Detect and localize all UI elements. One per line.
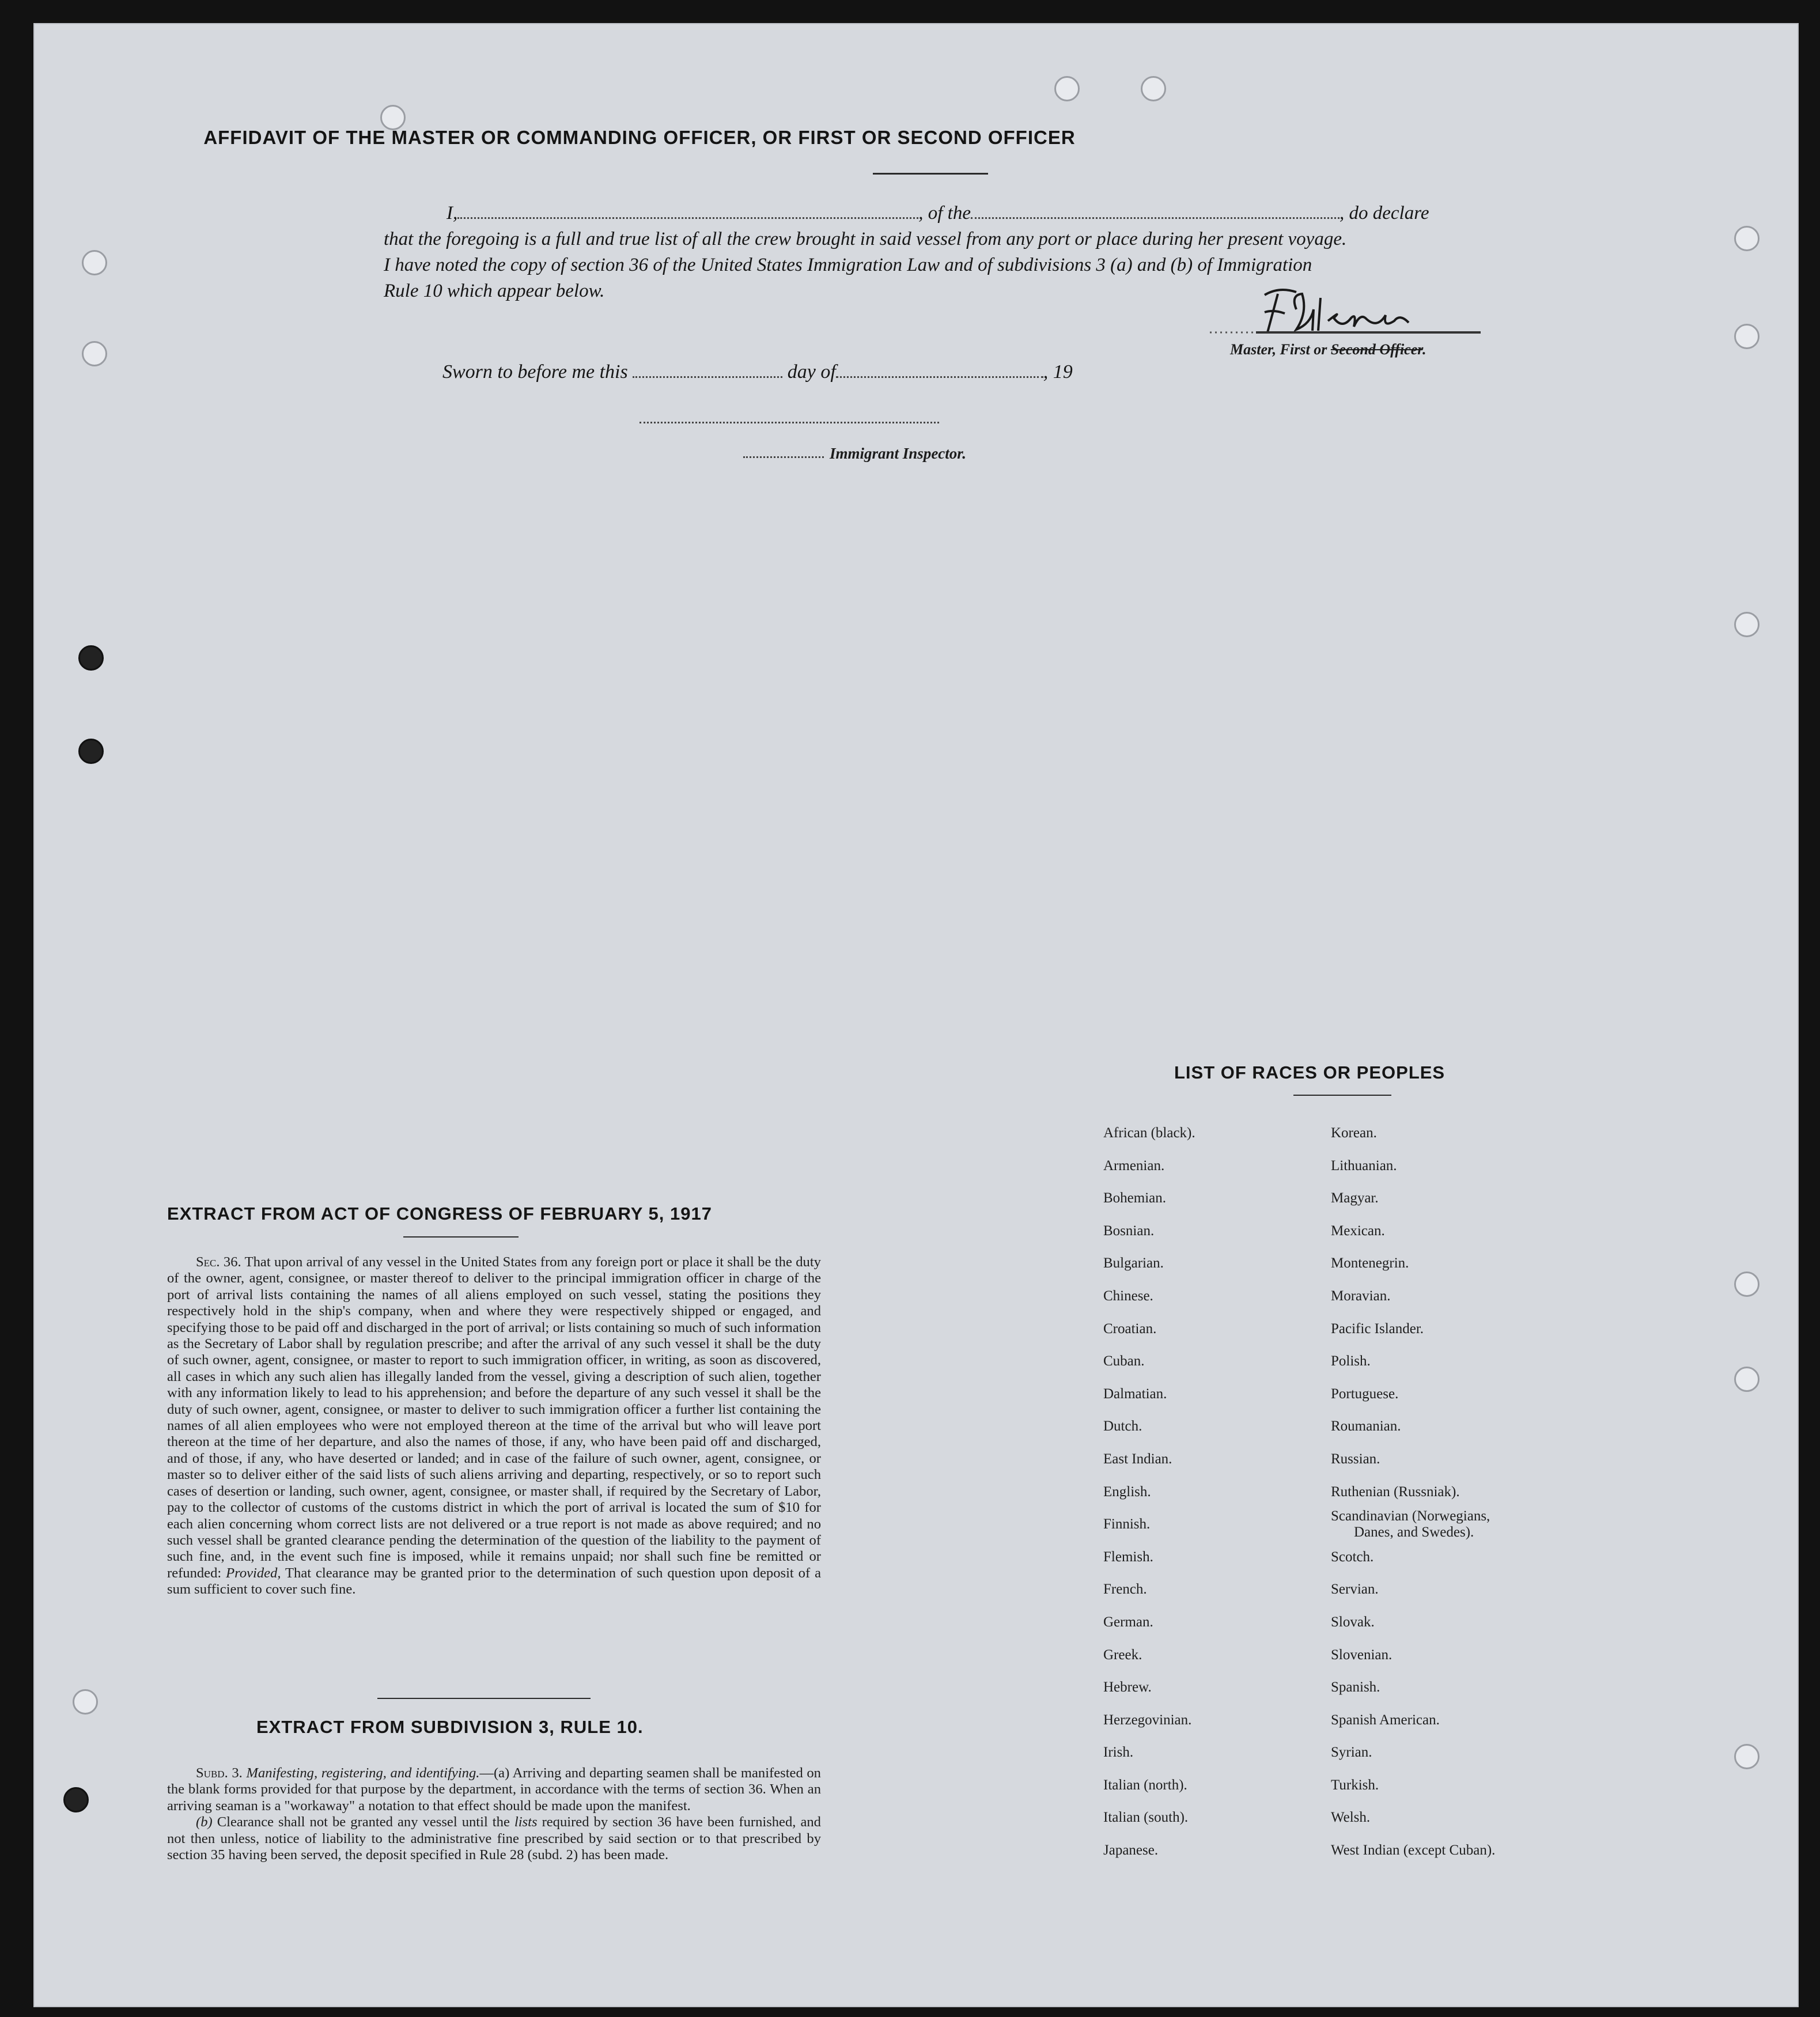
section-36-text xyxy=(167,1254,821,1598)
punch-hole xyxy=(1734,1271,1760,1297)
sworn-month-blank xyxy=(836,376,1043,378)
sworn-label: Sworn to before me this xyxy=(442,361,628,383)
race-item: Italian (south). xyxy=(1103,1810,1189,1826)
punch-hole xyxy=(78,645,104,671)
race-item: Spanish American. xyxy=(1331,1712,1440,1728)
race-item: Turkish. xyxy=(1331,1777,1379,1793)
sec-body: That upon arrival of any vessel in the United States from any foreign port or place it shall be the duty of the owner, agent, consignee, or master thereof to deliver to the principal immigration officer in charge of the port of arrival lists containing the names of all aliens employed on such vessel, stating the positions they respectively hold in the ship's company, when and where they were respectively shipped or engaged, and specifying those to be paid off and discharged in the port of arrival; or lists containing so much of such information as the Secretary of Labor shall by regulation prescribe; and after the arrival of any such vessel it shall be the duty of such owner, agent, consignee, or master to report to such immigration officer, in writing, as soon as discovered, all cases in which any such alien has illegally landed from the vessel, giving a description of such alien, together with any information likely to lead to his apprehension; and before the departure of any such vessel it shall be the duty of such owner, agent, consignee, or master to deliver to such immigration officer a further list containing the names of all alien employees who were not employed thereon at the time of the arrival but who will leave port thereon at the time of her departure, and also the names of those, if any, who have been paid off and discharged, and of those, if any, who have deserted or landed; and in case of the failure of such owner, agent, consignee, or master so to deliver either of the said lists of such aliens arriving and departing, respectively, or so to report such cases of desertion or landing, such owner, agent, consignee, or master shall, if required by the Secretary of Labor, pay to the collector of customs of the customs district in which the port of arrival is located the sum of $10 for each alien concerning whom correct lists are not delivered or a true report is not made as above required; and no such vessel shall be granted clearance pending the determination of the question of the liability to the payment of such fine, and, in the event such fine is imposed, while it remains unpaid; nor shall such fine be remitted or refunded: xyxy=(167,1254,821,1581)
subd-b-text: Clearance shall not be granted any vessel until the xyxy=(217,1814,510,1830)
race-item: Greek. xyxy=(1103,1647,1142,1663)
race-item: Croatian. xyxy=(1103,1320,1157,1337)
race-item: Bulgarian. xyxy=(1103,1255,1164,1271)
race-item: English. xyxy=(1103,1484,1151,1500)
subd-heading: Manifesting, registering, and identifying. xyxy=(246,1765,480,1781)
inspector-signature-blank xyxy=(640,422,939,423)
section-rule xyxy=(1293,1095,1391,1096)
race-item: Dalmatian. xyxy=(1103,1386,1167,1402)
race-item: Syrian. xyxy=(1331,1744,1372,1761)
races-list-left xyxy=(1103,1117,1195,1867)
races-list-right xyxy=(1331,1117,1495,1867)
race-item: Scotch. xyxy=(1331,1549,1374,1565)
inspector-blank-short xyxy=(743,456,824,458)
subdivision-3-text xyxy=(167,1765,821,1863)
affidavit-title: AFFIDAVIT OF THE MASTER OR COMMANDING OFFICER, OR FIRST OR SECOND OFFICER xyxy=(203,127,1076,148)
master-label-period: . xyxy=(1422,341,1427,358)
affidavit-declaration-line xyxy=(447,203,1518,224)
section-rule xyxy=(403,1236,519,1238)
race-item: Cuban. xyxy=(1103,1353,1145,1369)
vessel-blank xyxy=(971,217,1340,219)
race-item: Welsh. xyxy=(1331,1810,1371,1826)
affidavit-text-line: Rule 10 which appear below. xyxy=(384,281,605,301)
race-item: German. xyxy=(1103,1614,1153,1630)
punch-hole xyxy=(82,341,107,366)
race-item: Polish. xyxy=(1331,1353,1371,1369)
race-item: Mexican. xyxy=(1331,1223,1385,1239)
punch-hole xyxy=(82,250,107,275)
immigrant-inspector-label: Immigrant Inspector. xyxy=(830,445,967,462)
race-item: Slovak. xyxy=(1331,1614,1375,1630)
race-item: French. xyxy=(1103,1581,1147,1598)
affidavit-text-line: I have noted the copy of section 36 of the United States Immigration Law and of subdivisions 3 (a) and (b) of Immigration xyxy=(384,255,1312,275)
subd-a-label: —(a) xyxy=(479,1765,510,1781)
section-rule xyxy=(377,1698,591,1699)
second-officer-struck: Second Officer xyxy=(1330,341,1422,358)
race-item: Roumanian. xyxy=(1331,1418,1401,1435)
race-item: Ruthenian (Russniak). xyxy=(1331,1484,1460,1500)
title-rule xyxy=(873,173,988,175)
race-item: Servian. xyxy=(1331,1581,1379,1598)
proviso-label: Provided, xyxy=(226,1565,281,1581)
subd-b-lists: lists xyxy=(514,1814,538,1830)
race-item: Montenegrin. xyxy=(1331,1255,1409,1271)
punch-hole xyxy=(1054,76,1080,101)
race-item: Portuguese. xyxy=(1331,1386,1399,1402)
race-item: Chinese. xyxy=(1103,1288,1153,1304)
affidavit-i-label: I, xyxy=(447,203,458,224)
proviso-text: That clearance may be granted prior to the determination of such question upon deposit of a sum sufficient to cover such fine. xyxy=(167,1565,821,1598)
race-item: Scandinavian (Norwegians, Danes, and Swedes). xyxy=(1331,1508,1490,1541)
master-signature xyxy=(1210,278,1486,341)
race-item: Italian (north). xyxy=(1103,1777,1187,1793)
race-item: Bosnian. xyxy=(1103,1223,1155,1239)
punch-hole xyxy=(1141,76,1166,101)
race-item: Pacific Islander. xyxy=(1331,1320,1424,1337)
races-title: LIST OF RACES OR PEOPLES xyxy=(1174,1062,1446,1083)
punch-hole xyxy=(1734,1744,1760,1769)
sec-label: Sec. 36. xyxy=(196,1254,241,1270)
affidavit-declare-label: , do declare xyxy=(1339,203,1429,224)
race-item: Flemish. xyxy=(1103,1549,1153,1565)
race-item: Slovenian. xyxy=(1331,1647,1393,1663)
subd-label: Subd. 3. xyxy=(196,1765,243,1781)
document-page xyxy=(33,23,1799,2007)
subd-b-label: (b) xyxy=(196,1814,213,1830)
race-item: Magyar. xyxy=(1331,1190,1379,1206)
affidavit-of-the-label: , of the xyxy=(918,203,971,224)
sworn-day-blank xyxy=(633,376,782,378)
race-item: Dutch. xyxy=(1103,1418,1142,1435)
race-item: Hebrew. xyxy=(1103,1679,1152,1696)
punch-hole xyxy=(1734,226,1760,251)
race-item: Russian. xyxy=(1331,1451,1380,1467)
extract-rule-title: EXTRACT FROM SUBDIVISION 3, RULE 10. xyxy=(256,1717,644,1737)
race-item: Lithuanian. xyxy=(1331,1157,1397,1174)
extract-act-title: EXTRACT FROM ACT OF CONGRESS OF FEBRUARY 5, 1917 xyxy=(167,1204,712,1224)
race-item: West Indian (except Cuban). xyxy=(1331,1842,1496,1859)
sworn-line xyxy=(442,361,1073,383)
day-of-label: day of xyxy=(787,361,836,383)
race-item: East Indian. xyxy=(1103,1451,1172,1467)
race-item: Japanese. xyxy=(1103,1842,1159,1859)
race-item: African (black). xyxy=(1103,1125,1195,1141)
master-label-text: Master, First or xyxy=(1230,341,1331,358)
affidavit-text-line: that the foregoing is a full and true list of all the crew brought in said vessel from any port or place during her present voyage. xyxy=(384,229,1347,249)
race-item: Spanish. xyxy=(1331,1679,1380,1696)
name-blank xyxy=(457,217,918,219)
master-label xyxy=(1230,341,1426,358)
year-label: , 19 xyxy=(1043,361,1073,383)
punch-hole xyxy=(1734,324,1760,349)
subd-b-text-cont: required by section 36 have been furnished, and not then unless, notice of liability to the administrative fine prescribed by said section or to that prescribed by section 35 having been served, the deposit specified in Rule 28 (subd. 2) has been made. xyxy=(167,1814,821,1863)
punch-hole xyxy=(78,739,104,764)
race-item: Armenian. xyxy=(1103,1157,1165,1174)
punch-hole xyxy=(73,1689,98,1715)
punch-hole xyxy=(63,1787,89,1812)
race-item: Herzegovinian. xyxy=(1103,1712,1192,1728)
punch-hole xyxy=(1734,1367,1760,1392)
punch-hole xyxy=(1734,612,1760,637)
race-item: Irish. xyxy=(1103,1744,1134,1761)
race-item: Moravian. xyxy=(1331,1288,1391,1304)
race-item: Finnish. xyxy=(1103,1516,1151,1532)
race-item: Bohemian. xyxy=(1103,1190,1167,1206)
race-item: Korean. xyxy=(1331,1125,1377,1141)
subd-a-text: Arriving and departing seamen shall be manifested on the blank forms provided for that purpose by the department, in accordance with the terms of section 36. When an arriving seaman is a "workaway" a notation to that effect should be made upon the manifest. xyxy=(167,1765,821,1814)
